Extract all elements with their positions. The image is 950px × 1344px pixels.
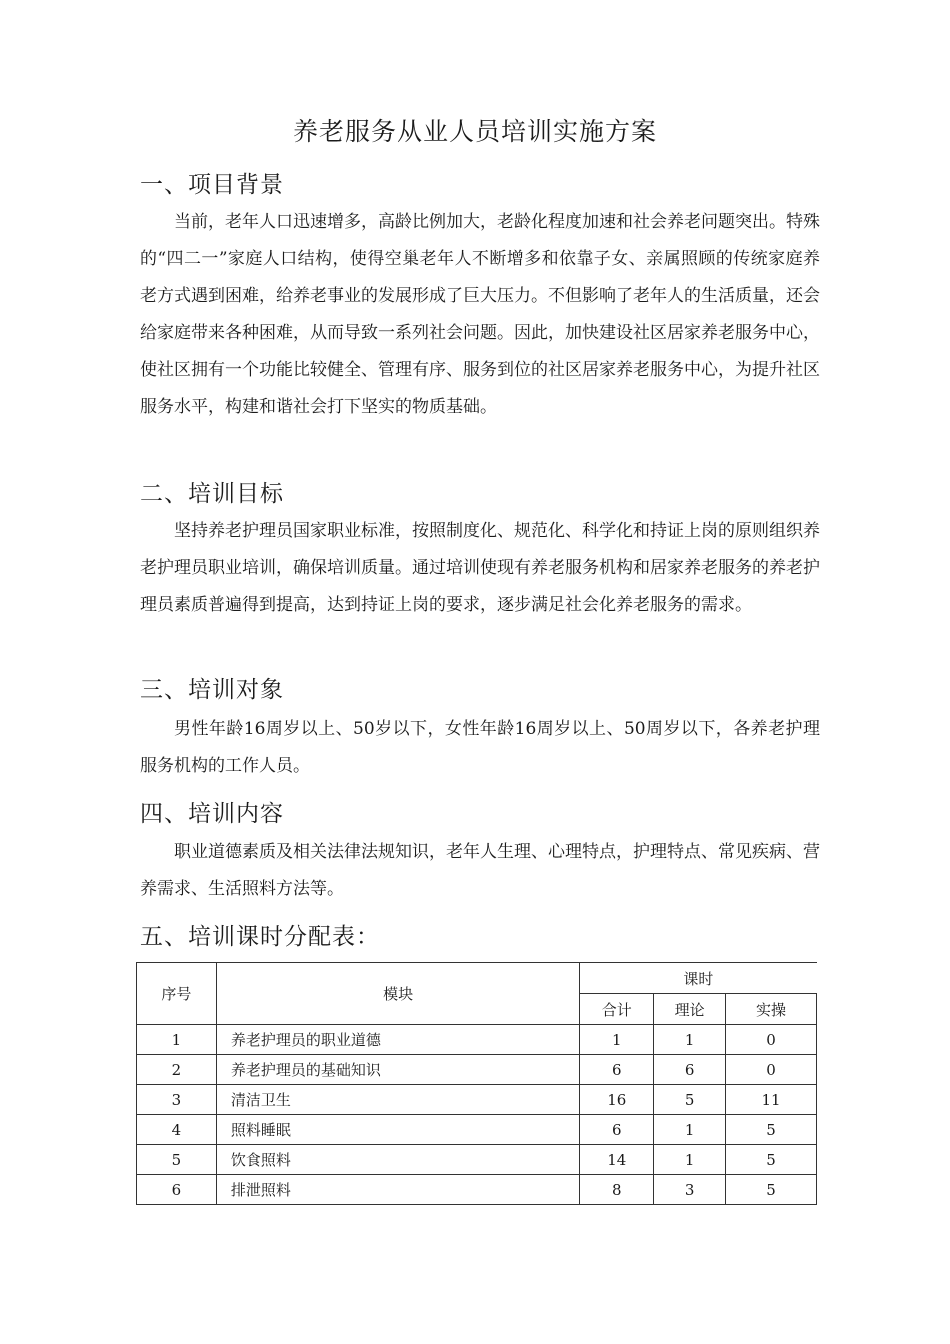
cell-seq: 2 [137,1055,217,1085]
cell-module: 养老护理员的职业道德 [216,1025,579,1055]
header-total: 合计 [580,994,654,1025]
cell-theory: 5 [654,1085,726,1115]
cell-theory: 1 [654,1145,726,1175]
section-heading-hours-table: 五、培训课时分配表： [140,924,380,950]
cell-total: 1 [580,1025,654,1055]
header-module: 模块 [216,963,579,1025]
cell-seq: 4 [137,1115,217,1145]
header-theory: 理论 [654,994,726,1025]
cell-total: 16 [580,1085,654,1115]
section-text-background: 当前，老年人口迅速增多，高龄比例加大，老龄化程度加速和社会养老问题突出。特殊的“四二一”家庭人口结构，使得空巢老年人不断增多和依靠子女、亲属照顾的传统家庭养老方式遇到困难，给养老事业的发展形成了巨大压力。不但影响了老年人的生活质量，还会给家庭带来各种困难，从而导致一系列社会问题。因此，加快建设社区居家养老服务中心，使社区拥有一个功能比较健全、管理有序、服务到位的社区居家养老服务中心，为提升社区服务水平，构建和谐社会打下坚实的物质基础。 [140,212,820,417]
cell-practice: 0 [726,1025,817,1055]
cell-seq: 1 [137,1025,217,1055]
section-heading-background: 一、项目背景 [140,172,284,198]
cell-total: 8 [580,1175,654,1205]
section-text-targets: 男性年龄16周岁以上、50岁以下，女性年龄16周岁以上、50周岁以下，各养老护理服务机构的工作人员。 [140,719,820,776]
cell-module: 排泄照料 [216,1175,579,1205]
hours-allocation-table [136,962,817,1205]
table-row [137,1145,817,1175]
cell-total: 6 [580,1055,654,1085]
section-heading-targets: 三、培训对象 [140,677,284,703]
header-hours: 课时 [580,963,817,994]
cell-practice: 5 [726,1175,817,1205]
section-text-goals: 坚持养老护理员国家职业标准，按照制度化、规范化、科学化和持证上岗的原则组织养老护理员职业培训，确保培训质量。通过培训使现有养老服务机构和居家养老服务的养老护理员素质普遍得到提高，达到持证上岗的要求，逐步满足社会化养老服务的需求。 [140,521,820,615]
table-row [137,1085,817,1115]
cell-total: 14 [580,1145,654,1175]
header-practice: 实操 [726,994,817,1025]
table-header-row-top [137,963,817,994]
table-row [137,1175,817,1205]
cell-theory: 1 [654,1025,726,1055]
header-seq: 序号 [137,963,217,1025]
cell-theory: 1 [654,1115,726,1145]
cell-practice: 0 [726,1055,817,1085]
section-heading-goals: 二、培训目标 [140,481,284,507]
cell-module: 养老护理员的基础知识 [216,1055,579,1085]
document-title: 养老服务从业人员培训实施方案 [292,117,657,146]
cell-seq: 3 [137,1085,217,1115]
cell-practice: 5 [726,1145,817,1175]
section-text-content: 职业道德素质及相关法律法规知识，老年人生理、心理特点，护理特点、常见疾病、营养需求、生活照料方法等。 [140,842,820,899]
table-row [137,1025,817,1055]
cell-module: 照料睡眠 [216,1115,579,1145]
cell-practice: 11 [726,1085,817,1115]
cell-seq: 6 [137,1175,217,1205]
cell-total: 6 [580,1115,654,1145]
cell-practice: 5 [726,1115,817,1145]
table-row [137,1115,817,1145]
cell-theory: 3 [654,1175,726,1205]
cell-module: 饮食照料 [216,1145,579,1175]
cell-theory: 6 [654,1055,726,1085]
section-heading-content: 四、培训内容 [140,801,284,827]
cell-seq: 5 [137,1145,217,1175]
table-row [137,1055,817,1085]
cell-module: 清洁卫生 [216,1085,579,1115]
